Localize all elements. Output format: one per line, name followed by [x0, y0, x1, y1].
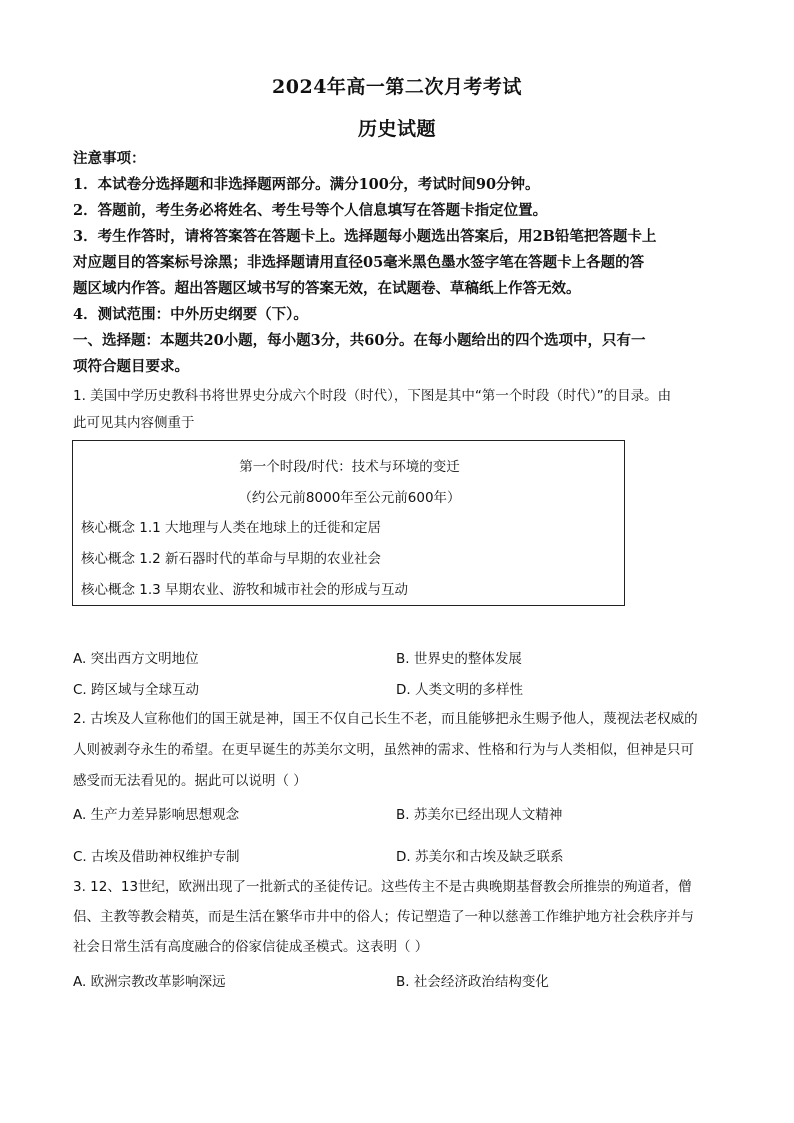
box-concept-1: 核心概念 1.1 大地理与人类在地球上的迁徙和定居: [81, 520, 382, 536]
q1-option-d: D. 人类文明的多样性: [396, 682, 523, 698]
q3-stem-line-2: 侣、主教等教会精英，而是生活在繁华市井中的俗人；传记塑造了一种以慈善工作维护地方社会秩序并与: [73, 909, 694, 925]
q1-stem-line-1: 1. 美国中学历史教科书将世界史分成六个时段（时代），下图是其中“第一个时段（时代）”的目录。由: [73, 388, 672, 404]
exam-title: 2024年高一第二次月考考试: [272, 76, 522, 98]
q2-stem-line-2: 人则被剥夺永生的希望。在更早诞生的苏美尔文明，虽然神的需求、性格和行为与人类相似，但神是只可: [73, 742, 694, 758]
q2-stem-line-3: 感受而无法看见的。据此可以说明（ ）: [73, 773, 307, 789]
box-period: （约公元前8000年至公元前600年）: [238, 490, 461, 506]
q2-option-d: D. 苏美尔和古埃及缺乏联系: [396, 849, 564, 865]
notice-item-4: 4．测试范围：中外历史纲要（下）。: [73, 306, 308, 323]
q1-option-c: C. 跨区域与全球互动: [73, 682, 200, 698]
exam-subtitle: 历史试题: [357, 118, 436, 140]
q1-stem-line-2: 此可见其内容侧重于: [73, 415, 195, 431]
box-heading: 第一个时段/时代：技术与环境的变迁: [239, 459, 460, 475]
notice-item-3-cont-2: 题区域内作答。超出答题区域书写的答案无效，在试题卷、草稿纸上作答无效。: [73, 280, 581, 297]
notice-item-3-cont-1: 对应题目的答案标号涂黑；非选择题请用直径05毫米黑色墨水签字笔在答题卡上各题的答: [73, 254, 645, 271]
q2-stem-line-1: 2. 古埃及人宣称他们的国王就是神，国王不仅自己长生不老，而且能够把永生赐予他人，蔑视法老权威的: [73, 711, 698, 727]
q3-option-b: B. 社会经济政治结构变化: [396, 974, 549, 990]
q1-option-b: B. 世界史的整体发展: [396, 651, 522, 667]
q3-stem-line-1: 3. 12、13世纪，欧洲出现了一批新式的圣徒传记。这些传主不是古典晚期基督教会所推崇的殉道者，僧: [73, 879, 692, 895]
notice-item-3: 3．考生作答时，请将答案答在答题卡上。选择题每小题选出答案后，用2B铅笔把答题卡上: [73, 228, 657, 245]
notice-item-1: 1．本试卷分选择题和非选择题两部分。满分100分，考试时间90分钟。: [73, 176, 540, 193]
q2-option-b: B. 苏美尔已经出现人文精神: [396, 807, 563, 823]
box-concept-3: 核心概念 1.3 早期农业、游牧和城市社会的形成与互动: [81, 582, 409, 598]
section-heading-line-2: 项符合题目要求。: [73, 358, 189, 375]
q1-table-box: [72, 440, 625, 606]
q3-option-a: A. 欧洲宗教改革影响深远: [73, 974, 226, 990]
q3-stem-line-3: 社会日常生活有高度融合的俗家信徒成圣模式。这表明（ ）: [73, 939, 429, 955]
q1-option-a: A. 突出西方文明地位: [73, 651, 199, 667]
section-heading-line-1: 一、选择题：本题共20小题，每小题3分，共60分。在每小题给出的四个选项中，只有一: [73, 332, 646, 349]
notice-item-2: 2．答题前，考生务必将姓名、考生号等个人信息填写在答题卡指定位置。: [73, 202, 548, 219]
q2-option-a: A. 生产力差异影响思想观念: [73, 807, 240, 823]
q2-option-c: C. 古埃及借助神权维护专制: [73, 849, 240, 865]
box-concept-2: 核心概念 1.2 新石器时代的革命与早期的农业社会: [81, 551, 382, 567]
notice-heading: 注意事项：: [73, 150, 146, 167]
